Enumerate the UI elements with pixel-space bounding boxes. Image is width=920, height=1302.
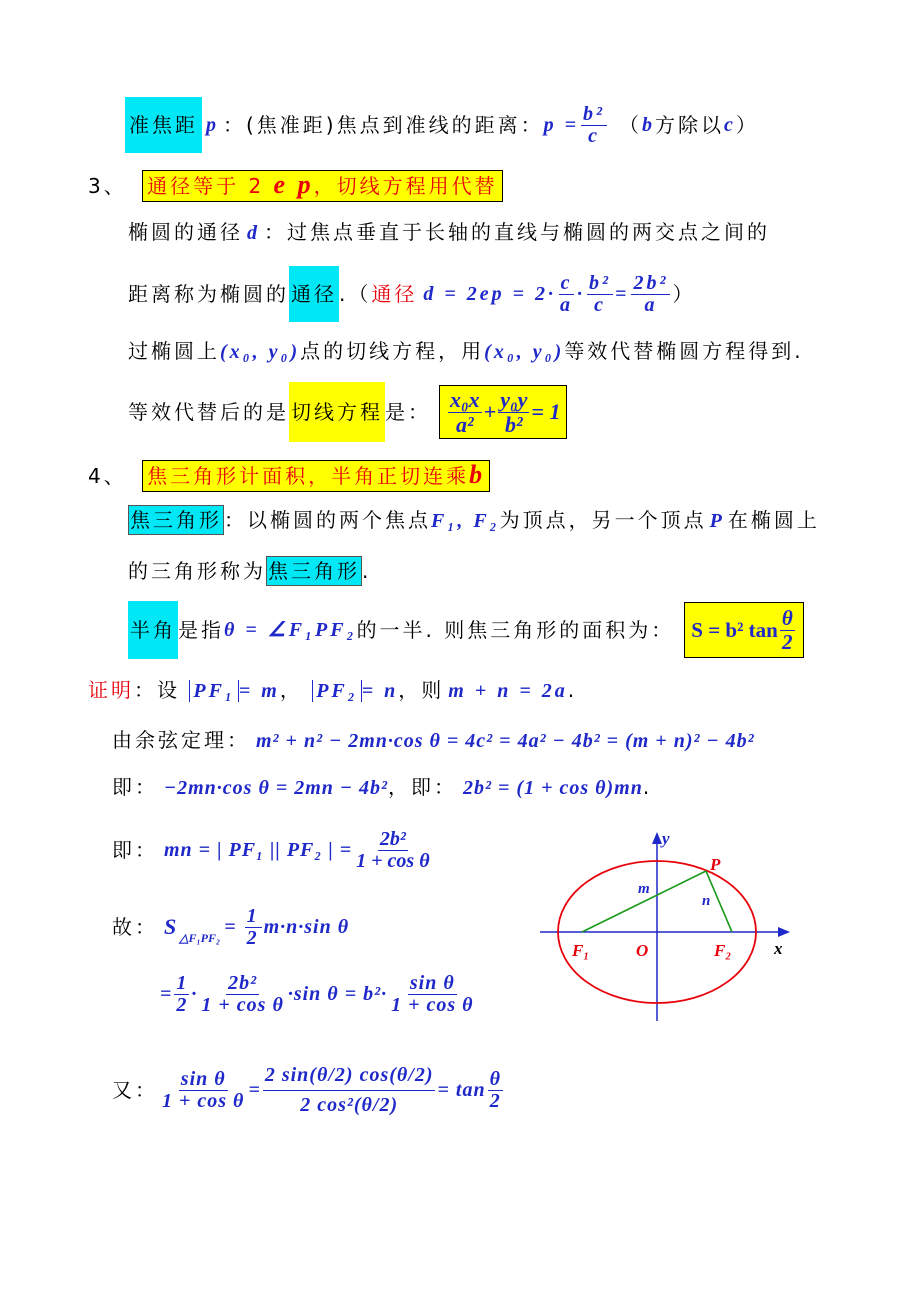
gu-line-1 xyxy=(112,898,349,956)
sum: m + n = 2a xyxy=(448,680,568,702)
fraction xyxy=(587,273,613,316)
focal-triangle-term: 焦三角形 xyxy=(266,556,362,586)
fraction xyxy=(780,607,795,652)
f2-label: F₂ xyxy=(714,941,732,960)
den: a xyxy=(644,293,658,316)
text: 等效代替后的是 xyxy=(128,400,289,424)
cosine-formula: m² + n² − 2mn·cos θ = 4c² = 4a² − 4b² = (m + n)² − 4b² xyxy=(256,730,755,752)
latus-rectum-line-2 xyxy=(128,266,695,322)
text: ，即： xyxy=(388,775,458,799)
eq-m: = m xyxy=(238,680,280,702)
text: 过椭圆上 xyxy=(128,339,220,363)
text: 是指 xyxy=(178,618,224,642)
text: . xyxy=(362,559,372,583)
fraction xyxy=(199,973,285,1016)
fraction xyxy=(245,906,262,949)
eq: = xyxy=(248,1079,261,1101)
text: ） xyxy=(672,282,696,306)
num: 2b² xyxy=(228,971,258,994)
focal-param-desc: ：(焦准距)焦点到准线的距离： xyxy=(223,113,544,137)
title-part-a: 通径等于 2 xyxy=(147,174,274,198)
fraction xyxy=(558,273,575,316)
var-p: P xyxy=(709,510,725,532)
x-label: x xyxy=(774,939,783,958)
num: 1 xyxy=(246,904,260,927)
section-3-title xyxy=(142,170,503,202)
formula: 2b² = (1 + cos θ)mn xyxy=(463,777,643,799)
formula: mn = | PF₁ || PF₂ | = xyxy=(164,839,353,861)
text: 椭圆的通径 xyxy=(128,220,243,244)
abs-pf2: PF₂ xyxy=(312,680,362,702)
num: 1 xyxy=(176,971,188,994)
you-line xyxy=(112,1040,505,1140)
text: .（ xyxy=(339,282,372,306)
den: 2 xyxy=(782,629,793,654)
den: 2 xyxy=(489,1089,501,1112)
text: 的三角形称为 xyxy=(128,559,266,583)
fraction xyxy=(354,829,431,872)
tangent-equation-line xyxy=(128,380,567,444)
tangent-line-desc xyxy=(128,341,804,362)
focal-param-fraction xyxy=(581,104,607,147)
text: 在椭圆上 xyxy=(727,508,820,532)
x-axis-arrow-icon xyxy=(778,927,790,937)
rhs: = 1 xyxy=(531,399,561,424)
title-part-c: ，切线方程用代替 xyxy=(313,174,498,198)
text: ，则 xyxy=(398,678,445,702)
s-symbol: S xyxy=(164,914,180,939)
area-formula-box xyxy=(684,602,803,657)
ji-line-2 xyxy=(112,822,434,878)
ji-line-1 xyxy=(112,777,652,798)
focal-triangle-term: 焦三角形 xyxy=(128,505,224,535)
proof-intro xyxy=(88,680,577,702)
den: b² xyxy=(505,411,523,437)
num: θ xyxy=(489,1067,501,1090)
note-c: c xyxy=(724,114,736,136)
text: . xyxy=(567,678,578,702)
var-p: p xyxy=(206,114,219,136)
fraction xyxy=(160,1069,246,1112)
point: (x₀, y₀) xyxy=(220,341,301,363)
eq: = xyxy=(160,983,173,1005)
text: 由余弦定理： xyxy=(112,728,250,752)
text: . xyxy=(642,775,653,799)
text: 是： xyxy=(385,400,431,424)
cosine-law-line xyxy=(112,730,755,751)
formula: ·sin θ = b²· xyxy=(287,983,388,1005)
text: 距离称为椭圆的 xyxy=(128,282,289,306)
frac-num: b² xyxy=(583,102,606,125)
num: 2b² xyxy=(633,271,669,294)
title-part-a: 焦三角形计面积，半角正切连乘 xyxy=(147,464,470,488)
o-label: O xyxy=(636,941,649,960)
focal-triangle-def-1 xyxy=(128,510,820,531)
plus: + xyxy=(483,399,497,424)
num: θ xyxy=(781,606,793,631)
f1-label: F₁ xyxy=(572,941,590,960)
den: a xyxy=(560,293,574,316)
fraction xyxy=(498,388,529,435)
text: ， xyxy=(279,678,303,702)
eq-n: = n xyxy=(361,680,399,702)
num: b² xyxy=(589,271,612,294)
fraction xyxy=(263,1061,436,1120)
latus-rectum-line-1 xyxy=(128,222,770,243)
note-mid: 方除以 xyxy=(655,113,725,137)
fraction xyxy=(174,973,189,1016)
text: 为顶点，另一个顶点 xyxy=(499,508,707,532)
section-3-heading xyxy=(88,172,503,198)
den: 2 xyxy=(246,926,260,949)
den: 1 + cos θ xyxy=(201,993,284,1016)
var-d: d xyxy=(247,222,260,244)
text: 点的切线方程，用 xyxy=(300,339,485,363)
den: c xyxy=(594,293,606,316)
focal-param-lhs: p = xyxy=(543,114,580,136)
num: c xyxy=(560,271,573,294)
section-4-title xyxy=(142,460,490,492)
dot: · xyxy=(191,983,198,1005)
focal-triangle-def-2 xyxy=(128,561,371,581)
num: y₀y xyxy=(500,387,528,413)
fraction xyxy=(631,273,670,316)
den: a² xyxy=(456,411,474,437)
y-axis-arrow-icon xyxy=(652,832,662,844)
area-lhs: S = b² tan xyxy=(691,617,778,642)
num: sin θ xyxy=(409,971,455,994)
text: 的一半. 则焦三角形的面积为： xyxy=(356,618,675,642)
gu-line-2 xyxy=(160,965,478,1023)
text: 又： xyxy=(112,1078,158,1102)
fraction xyxy=(488,1069,503,1112)
text: ：以椭圆的两个焦点 xyxy=(224,508,431,532)
focal-param-term: 准焦距 xyxy=(125,97,202,153)
note-close: ） xyxy=(735,113,759,137)
focal-param-line xyxy=(125,96,759,154)
foci: F₁, F₂ xyxy=(431,510,500,532)
den: 1 + cos θ xyxy=(162,1089,245,1112)
note-b: b xyxy=(642,114,656,136)
num: 2 sin(θ/2) cos(θ/2) xyxy=(263,1061,436,1091)
proof-label: 证明 xyxy=(88,678,134,702)
half-angle-line xyxy=(128,600,804,660)
text: 即： xyxy=(112,838,158,862)
formula: m·n·sin θ xyxy=(263,916,350,938)
s-subscript: △F₁PF₂ xyxy=(179,931,221,945)
abs-pf1: PF₁ xyxy=(189,680,239,702)
latus-red: 通径 xyxy=(371,282,418,306)
m-label: m xyxy=(638,881,650,897)
den: 2 xyxy=(176,993,188,1016)
note-open: （ xyxy=(619,113,643,137)
tangent-formula-box xyxy=(439,385,567,438)
n-label: n xyxy=(702,893,711,909)
den: 2 cos²(θ/2) xyxy=(300,1093,399,1116)
tangent-term: 切线方程 xyxy=(289,382,385,442)
eq: = xyxy=(224,916,239,938)
num: 2b² xyxy=(379,827,406,850)
p-label: P xyxy=(710,855,721,874)
num: x₀x xyxy=(450,387,480,413)
point: (x₀, y₀) xyxy=(484,341,565,363)
dot: · xyxy=(577,283,586,305)
num: sin θ xyxy=(180,1067,226,1090)
fraction xyxy=(389,973,475,1016)
den: 1 + cos θ xyxy=(356,849,430,872)
theta-def: θ = ∠F₁PF₂ xyxy=(224,619,357,641)
formula: = tan xyxy=(437,1079,486,1101)
text: 故： xyxy=(112,915,158,939)
y-label: y xyxy=(662,829,670,848)
fraction xyxy=(448,388,482,435)
title-ep: e p xyxy=(273,170,314,199)
den: 1 + cos θ xyxy=(391,993,474,1016)
eq: = xyxy=(615,283,630,305)
section-4-heading xyxy=(88,462,490,488)
formula: d = 2ep = 2· xyxy=(423,283,557,305)
section-number: 4、 xyxy=(88,464,127,488)
text: ：设 xyxy=(134,678,180,702)
text: 即： xyxy=(112,775,158,799)
ellipse-diagram xyxy=(540,826,800,1026)
half-angle-term: 半角 xyxy=(128,601,178,659)
formula: −2mn·cos θ = 2mn − 4b² xyxy=(164,777,389,799)
title-b: b xyxy=(469,460,486,489)
frac-den: c xyxy=(588,124,600,147)
text: ：过焦点垂直于长轴的直线与椭圆的两交点之间的 xyxy=(264,220,770,244)
section-number: 3、 xyxy=(88,174,127,198)
text: 等效代替椭圆方程得到. xyxy=(564,339,804,363)
latus-term: 通径 xyxy=(289,266,339,322)
